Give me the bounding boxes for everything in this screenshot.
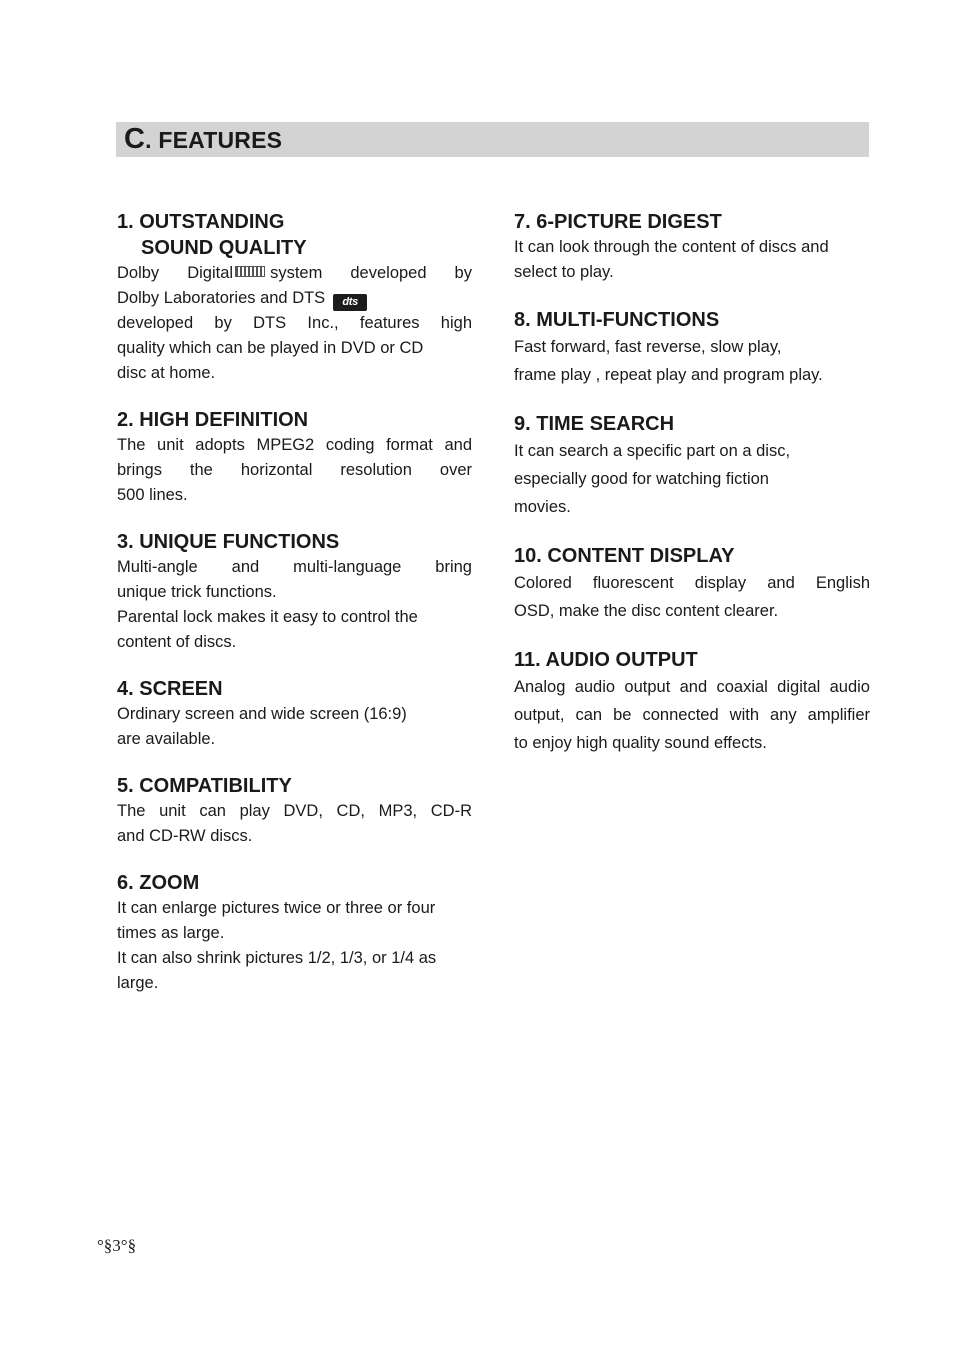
description-line: frame play , repeat play and program play. — [514, 366, 823, 384]
feature-heading: 3. UNIQUE FUNCTIONS — [117, 531, 340, 553]
description-line: especially good for watching fiction — [514, 470, 769, 488]
feature-heading: 5. COMPATIBILITY — [117, 775, 292, 797]
feature-screen — [117, 676, 472, 752]
feature-description — [514, 569, 870, 625]
description-line: are available. — [117, 730, 216, 748]
description-line — [117, 261, 472, 286]
dts-logo-icon: dts — [333, 294, 367, 311]
description-line: It can also shrink pictures 1/2, 1/3, or 1/4 as — [117, 949, 437, 967]
text-span: system developed by — [270, 264, 472, 282]
description-line: OSD, make the disc content clearer. — [514, 602, 779, 620]
description-line: It can search a specific part on a disc, — [514, 442, 791, 460]
description-line: disc at home. — [117, 364, 216, 382]
description-line: movies. — [514, 498, 571, 516]
feature-heading-line-1: 1. OUTSTANDING — [117, 211, 285, 233]
feature-description — [514, 235, 870, 285]
text-span: Dolby Digital — [117, 264, 234, 282]
feature-description — [514, 673, 870, 757]
description-line: Multi-angle and multi-language bring — [117, 558, 472, 576]
description-line: Ordinary screen and wide screen (16:9) — [117, 705, 407, 723]
page-number: °§3°§ — [97, 1236, 137, 1255]
text-span: Dolby Laboratories and DTS — [117, 289, 326, 307]
description-line — [117, 286, 472, 311]
feature-unique-functions — [117, 529, 472, 655]
feature-content-display — [514, 543, 870, 625]
description-line: It can enlarge pictures twice or three or four — [117, 899, 436, 917]
page-title-letter: C — [124, 123, 146, 155]
page-title — [124, 123, 282, 156]
feature-high-definition — [117, 407, 472, 508]
description-line: Analog audio output and coaxial digital audio — [514, 678, 870, 696]
dolby-digital-logo-icon — [235, 266, 265, 277]
feature-description — [117, 261, 472, 386]
description-line: Fast forward, fast reverse, slow play, — [514, 338, 782, 356]
description-line: output, can be connected with any amplifier — [514, 706, 870, 724]
description-line: Colored fluorescent display and English — [514, 574, 870, 592]
feature-heading: 11. AUDIO OUTPUT — [514, 649, 698, 671]
page-title-text: . FEATURES — [145, 127, 283, 153]
section-header-banner — [116, 122, 869, 157]
description-line: times as large. — [117, 924, 225, 942]
description-line: and CD-RW discs. — [117, 827, 253, 845]
feature-heading: 10. CONTENT DISPLAY — [514, 545, 735, 567]
description-line: large. — [117, 974, 159, 992]
feature-description — [117, 799, 472, 849]
description-line: The unit can play DVD, CD, MP3, CD-R — [117, 802, 472, 820]
feature-description — [117, 555, 472, 655]
feature-heading: 8. MULTI-FUNCTIONS — [514, 309, 720, 331]
feature-description — [117, 702, 472, 752]
feature-6-picture-digest — [514, 209, 870, 285]
feature-description — [514, 437, 870, 521]
description-line: brings the horizontal resolution over — [117, 461, 472, 479]
feature-audio-output — [514, 647, 870, 757]
description-line: content of discs. — [117, 633, 237, 651]
feature-description — [117, 896, 472, 996]
feature-heading-line-2: SOUND QUALITY — [141, 237, 307, 259]
feature-heading: 6. ZOOM — [117, 872, 200, 894]
feature-description — [514, 333, 870, 389]
feature-compatibility — [117, 773, 472, 849]
feature-time-search — [514, 411, 870, 521]
feature-multi-functions — [514, 307, 870, 389]
feature-heading: 4. SCREEN — [117, 678, 223, 700]
description-line: unique trick functions. — [117, 583, 277, 601]
feature-heading: 7. 6-PICTURE DIGEST — [514, 211, 722, 233]
feature-heading: 2. HIGH DEFINITION — [117, 409, 309, 431]
description-line: quality which can be played in DVD or CD — [117, 339, 424, 357]
feature-zoom — [117, 870, 472, 996]
description-line: developed by DTS Inc., features high — [117, 314, 472, 332]
right-column — [514, 209, 870, 757]
feature-heading — [117, 209, 472, 261]
feature-outstanding-sound-quality — [117, 209, 472, 386]
description-line: Parental lock makes it easy to control the — [117, 608, 418, 626]
description-line: to enjoy high quality sound effects. — [514, 734, 767, 752]
left-column — [117, 209, 472, 996]
description-line: 500 lines. — [117, 486, 188, 504]
description-line: The unit adopts MPEG2 coding format and — [117, 436, 472, 454]
feature-description — [117, 433, 472, 508]
description-line: select to play. — [514, 263, 614, 281]
feature-heading: 9. TIME SEARCH — [514, 413, 675, 435]
description-line: It can look through the content of discs and — [514, 238, 829, 256]
